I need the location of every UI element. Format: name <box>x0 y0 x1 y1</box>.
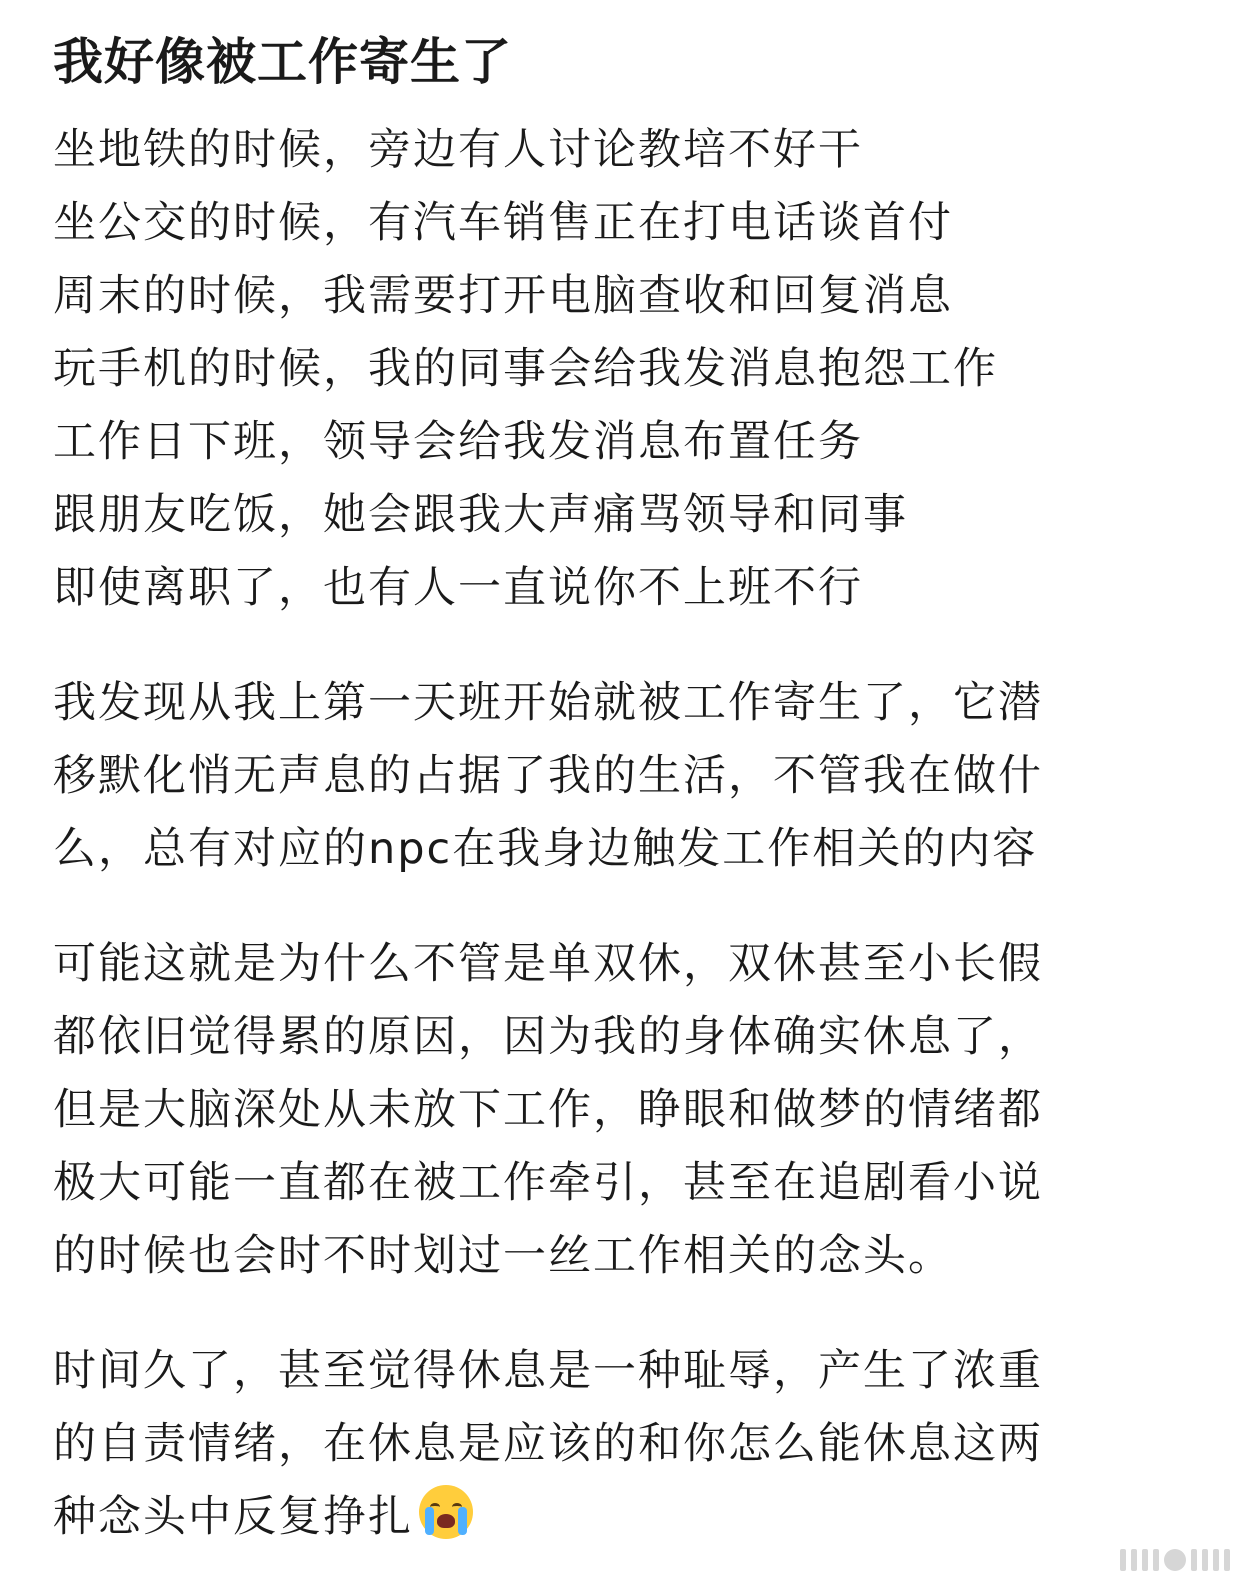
text-line: 极大可能一直都在被工作牵引，甚至在追剧看小说 <box>53 1158 1043 1208</box>
text-line: 么，总有对应的npc在我身边触发工作相关的内容 <box>53 824 1038 874</box>
text-line: 移默化悄无声息的占据了我的生活，不管我在做什 <box>53 751 1043 801</box>
text-line: 坐公交的时候，有汽车销售正在打电话谈首付 <box>53 198 953 248</box>
watermark-icon <box>1120 1548 1230 1572</box>
paragraph-gap <box>53 1293 1213 1335</box>
text-line: 可能这就是为什么不管是单双休，双休甚至小长假 <box>53 939 1043 989</box>
text-line: 的时候也会时不时划过一丝工作相关的念头。 <box>53 1231 953 1281</box>
post-title: 我好像被工作寄生了 <box>53 33 512 91</box>
text-line: 但是大脑深处从未放下工作，睁眼和做梦的情绪都 <box>53 1085 1043 1135</box>
text-line: 即使离职了，也有人一直说你不上班不行 <box>53 563 863 613</box>
text-line: 都依旧觉得累的原因，因为我的身体确实休息了， <box>53 1012 1043 1062</box>
text-line: 跟朋友吃饭，她会跟我大声痛骂领导和同事 <box>53 490 908 540</box>
paragraph-gap <box>53 625 1213 667</box>
text-line-text: 种念头中反复挣扎 <box>53 1492 413 1542</box>
text-line: 玩手机的时候，我的同事会给我发消息抱怨工作 <box>53 344 998 394</box>
paragraph-2 <box>53 667 1213 886</box>
text-line: 坐地铁的时候，旁边有人讨论教培不好干 <box>53 125 863 175</box>
text-line: 时间久了，甚至觉得休息是一种耻辱，产生了浓重 <box>53 1346 1043 1396</box>
text-line: 的自责情绪，在休息是应该的和你怎么能休息这两 <box>53 1419 1043 1469</box>
text-line: 周末的时候，我需要打开电脑查收和回复消息 <box>53 271 953 321</box>
text-line-last <box>53 1481 1213 1554</box>
paragraph-1 <box>53 114 1213 625</box>
paragraph-3 <box>53 928 1213 1293</box>
paragraph-gap <box>53 886 1213 928</box>
text-line: 我发现从我上第一天班开始就被工作寄生了，它潜 <box>53 678 1043 728</box>
post-body <box>53 22 1213 1554</box>
loudly-crying-face-icon <box>419 1485 473 1539</box>
text-line: 工作日下班，领导会给我发消息布置任务 <box>53 417 863 467</box>
paragraph-4 <box>53 1335 1213 1554</box>
